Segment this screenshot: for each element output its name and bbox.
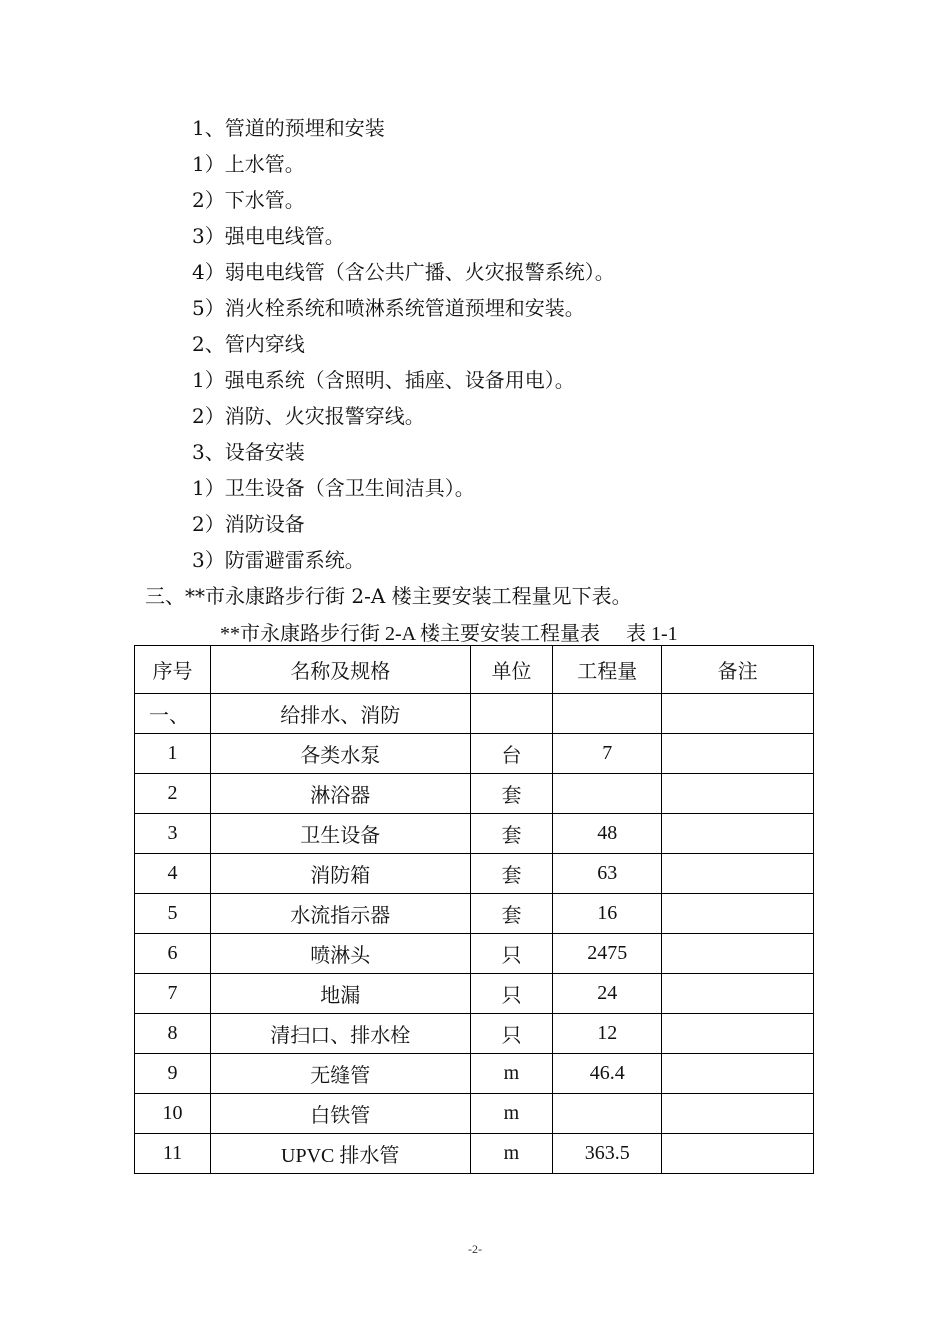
table-cell: 8	[135, 1014, 211, 1054]
table-cell: 一、	[135, 694, 211, 734]
table-header-row	[135, 646, 814, 694]
table-cell	[662, 734, 814, 774]
table-cell: 5	[135, 894, 211, 934]
page-number: -2-	[468, 1242, 482, 1256]
header-cell: 工程量	[553, 646, 662, 694]
table-cell	[662, 974, 814, 1014]
table-cell	[662, 894, 814, 934]
table-cell	[553, 774, 662, 814]
table-cell: 套	[470, 854, 553, 894]
table-cell: 水流指示器	[210, 894, 470, 934]
list-item: 1）上水管。	[192, 152, 305, 176]
list-item: 5）消火栓系统和喷淋系统管道预埋和安装。	[192, 296, 585, 320]
table-cell: 7	[135, 974, 211, 1014]
table-row	[135, 1014, 814, 1054]
table-cell: m	[470, 1094, 553, 1134]
table-cell: 12	[553, 1014, 662, 1054]
table-cell: m	[470, 1054, 553, 1094]
table-cell: 10	[135, 1094, 211, 1134]
table-cell: 48	[553, 814, 662, 854]
table-cell: 1	[135, 734, 211, 774]
table-cell: 2475	[553, 934, 662, 974]
table-row	[135, 734, 814, 774]
table-cell: 无缝管	[210, 1054, 470, 1094]
header-cell: 序号	[135, 646, 211, 694]
table-cell: 只	[470, 974, 553, 1014]
list-item: 2）消防设备	[192, 512, 305, 536]
section-heading: 三、**市永康路步行街 2-A 楼主要安装工程量见下表。	[145, 584, 632, 608]
table-caption-title: **市永康路步行街 2-A 楼主要安装工程量表	[220, 623, 600, 645]
table-cell	[662, 814, 814, 854]
list-item: 3）防雷避雷系统。	[192, 548, 365, 572]
table-cell	[662, 694, 814, 734]
table-cell: 卫生设备	[210, 814, 470, 854]
table-cell: 各类水泵	[210, 734, 470, 774]
table-cell: 3	[135, 814, 211, 854]
table-cell: 只	[470, 1014, 553, 1054]
table-cell	[662, 1134, 814, 1174]
table-cell: UPVC 排水管	[210, 1134, 470, 1174]
list-item: 1）卫生设备（含卫生间洁具）。	[192, 476, 475, 500]
table-cell: 套	[470, 814, 553, 854]
table-cell	[662, 1014, 814, 1054]
header-cell: 名称及规格	[210, 646, 470, 694]
table-cell: 消防箱	[210, 854, 470, 894]
table-cell: 24	[553, 974, 662, 1014]
list-item: 2、管内穿线	[192, 332, 305, 356]
table-cell: 11	[135, 1134, 211, 1174]
table-cell: 只	[470, 934, 553, 974]
table-cell	[662, 1054, 814, 1094]
table-cell	[553, 1094, 662, 1134]
table-cell: 清扫口、排水栓	[210, 1014, 470, 1054]
table-cell: 9	[135, 1054, 211, 1094]
table-cell: 给排水、消防	[210, 694, 470, 734]
list-item: 1）强电系统（含照明、插座、设备用电）。	[192, 368, 575, 392]
table-row	[135, 1094, 814, 1134]
table-row	[135, 814, 814, 854]
table-cell	[470, 694, 553, 734]
table-cell: 淋浴器	[210, 774, 470, 814]
header-cell: 单位	[470, 646, 553, 694]
table-cell: 16	[553, 894, 662, 934]
table-cell	[662, 1094, 814, 1134]
list-item: 2）下水管。	[192, 188, 305, 212]
table-row	[135, 774, 814, 814]
table-row	[135, 854, 814, 894]
table-cell	[553, 694, 662, 734]
table-cell: 363.5	[553, 1134, 662, 1174]
header-cell: 备注	[662, 646, 814, 694]
table-cell: 4	[135, 854, 211, 894]
table-caption-tag: 表 1-1	[626, 623, 678, 645]
table-cell: 喷淋头	[210, 934, 470, 974]
table-cell: 地漏	[210, 974, 470, 1014]
table-cell: 7	[553, 734, 662, 774]
table-cell: 套	[470, 774, 553, 814]
table-row	[135, 934, 814, 974]
table-cell: 套	[470, 894, 553, 934]
table-cell: 白铁管	[210, 1094, 470, 1134]
table-cell: 46.4	[553, 1054, 662, 1094]
table-row	[135, 1134, 814, 1174]
table-cell: 63	[553, 854, 662, 894]
table-cell: 台	[470, 734, 553, 774]
list-item: 3、设备安装	[192, 440, 305, 464]
table-row	[135, 894, 814, 934]
table-cell: m	[470, 1134, 553, 1174]
list-item: 1、管道的预埋和安装	[192, 116, 385, 140]
quantity-table	[134, 645, 814, 1174]
list-item: 4）弱电电线管（含公共广播、火灾报警系统）。	[192, 260, 615, 284]
table-caption	[220, 622, 678, 646]
table-cell: 2	[135, 774, 211, 814]
table-row	[135, 974, 814, 1014]
table-cell	[662, 774, 814, 814]
table-row	[135, 694, 814, 734]
table-cell: 6	[135, 934, 211, 974]
table-cell	[662, 854, 814, 894]
list-item: 3）强电电线管。	[192, 224, 345, 248]
table-cell	[662, 934, 814, 974]
list-item: 2）消防、火灾报警穿线。	[192, 404, 425, 428]
table-row	[135, 1054, 814, 1094]
